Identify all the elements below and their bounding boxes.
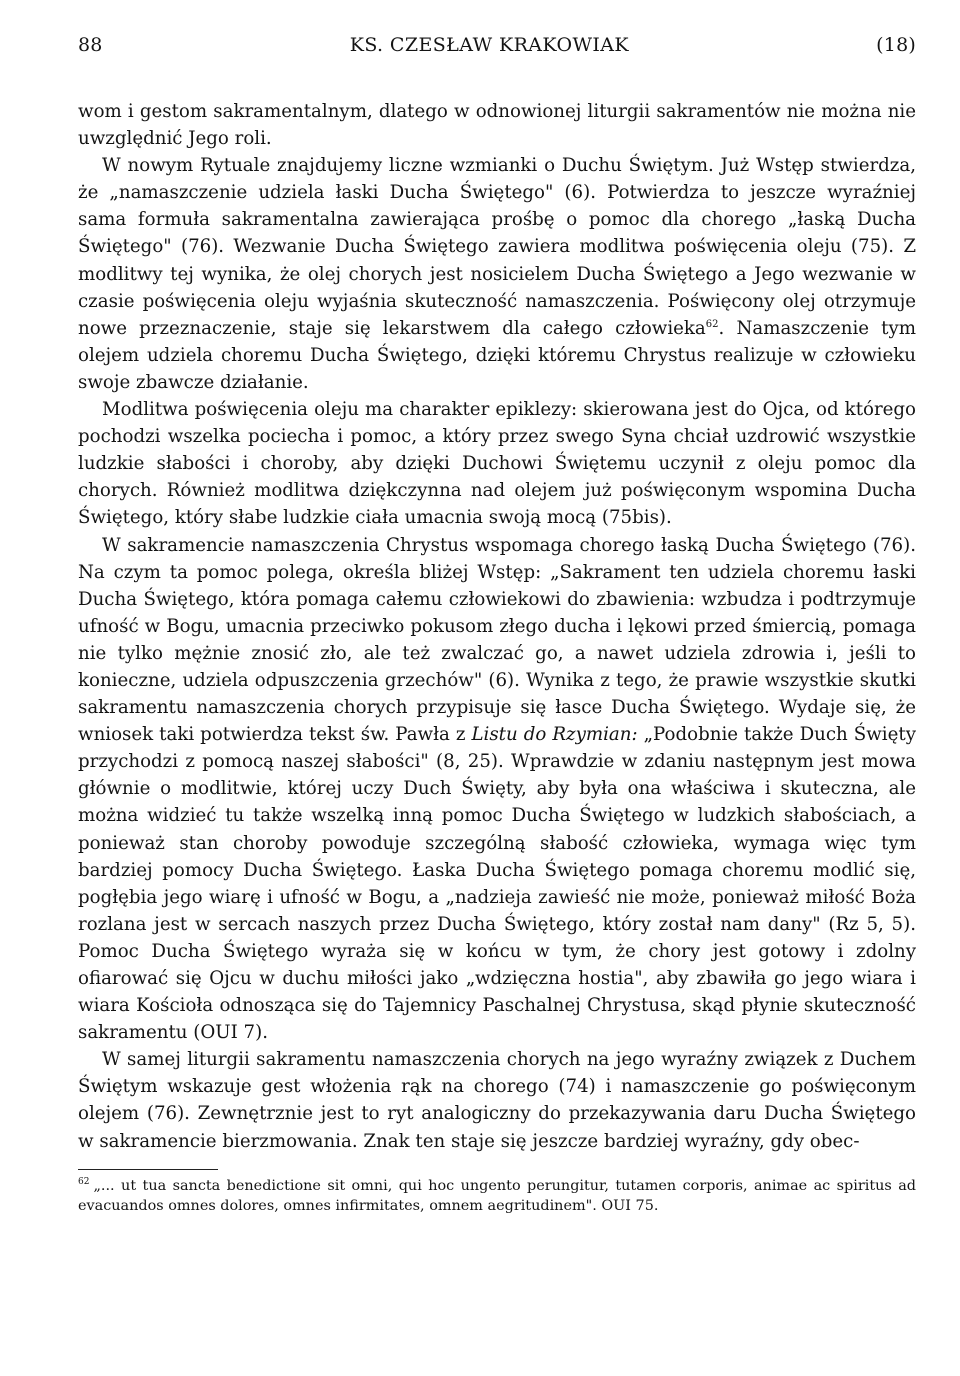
body-text [78,98,916,1155]
text-run: Modlitwa poświęcenia oleju ma charakter epiklezy: skierowana jest do Ojca, od którego pochodzi wszelka pociecha i pomoc, a który przez swego Syna chciał uzdrowić wszystkie ludzkie słabości i choroby, aby dzięki Duchowi Świętemu uczynił z oleju pomoc dla chorych. Również modlitwa dziękczynna nad olejem już poświęconym wspomina Ducha Świętego, który słabe ludzkie ciała umacnia swoją mocą (75bis). [78,399,916,529]
footnote-mark: 62 [78,1176,90,1187]
text-run: . Namaszczenie tym olejem udziela choremu Ducha Świętego, dzięki któremu Chrystus realizuje w człowieku swoje zbawcze działanie. [78,317,916,393]
footnote-text: „... ut tua sancta benedictione sit omni, qui hoc ungento perungitur, tutamen corporis, animae ac spiritus ad evacuandos omnes dolores, omnes infirmitates, omnem aegritudinem". OUI 75. [78,1177,916,1214]
footnote-reference: 62 [705,318,719,330]
footnote-separator [78,1169,218,1170]
section-number: (18) [876,34,916,56]
text-run: wom i gestom sakramentalnym, dlatego w odnowionej liturgii sakramentów nie można nie uwzględnić Jego roli. [78,101,916,150]
footnote [78,1176,916,1216]
text-run: W nowym Rytuale znajdujemy liczne wzmianki o Duchu Świętym. Już Wstęp stwierdza, że „namaszczenie udziela łaski Ducha Świętego" (6). Potwierdza to jeszcze wyraźniej sama formuła sakramentalna zawierająca prośbę o pomoc dla chorego „łaską Ducha Świętego" (76). Wezwanie Ducha Świętego zawiera modlitwa poświęcenia oleju (75). Z modlitwy tej wynika, że olej chorych jest nosicielem Ducha Świętego a Jego wezwanie w czasie poświęcenia oleju wyjaśnia skuteczność namaszczenia. Poświęcony olej otrzymuje nowe przeznaczenie, staje się lekarstwem dla całego człowieka [78,155,916,339]
paragraph [78,396,916,531]
page-number: 88 [78,34,103,56]
footnotes [78,1176,916,1216]
text-run: W sakramencie namaszczenia Chrystus wspomaga chorego łaską Ducha Świętego (76). Na czym ta pomoc polega, określa bliżej Wstęp: „Sakrament ten udziela choremu łaski Ducha Świętego, która pomaga całemu człowiekowi do zbawienia: wzbudza i podtrzymuje ufność w Bogu, umacnia przeciwko pokusom złego ducha i lękowi przed śmiercią, pomaga nie tylko mężnie znosić zło, ale też zwalczać go, a nawet udziela zdrowia i, jeśli to konieczne, udziela odpuszczenia grzechów" (6). Wynika z tego, że prawie wszystkie skutki sakramentu namaszczenia chorych przypisuje się łasce Ducha Świętego. Wydaje się, że wniosek taki potwierdza tekst św. Pawła z [78,534,916,746]
paragraph [78,532,916,1047]
text-run: „Podobnie także Duch Święty przychodzi z pomocą naszej słabości" (8, 25). Wprawdzie w zdaniu następnym jest mowa głównie o modlitwie, której uczy Duch Święty, aby była ona właściwa i skuteczna, ale można widzieć tu także wszelką inną pomoc Ducha Świętego w ludzkich słabościach, a ponieważ stan choroby powoduje szczególną słabość człowieka, wymaga więc tym bardziej pomocy Ducha Świętego. Łaska Ducha Świętego pomaga choremu modlić się, pogłębia jego wiarę i ufność w Bogu, a „nadzieja zawieść nie może, ponieważ miłość Boża rozlana jest w sercach naszych przez Ducha Świętego, który został nam dany" (Rz 5, 5). Pomoc Ducha Świętego wyraża się w końcu w tym, że chory jest gotowy i zdolny ofiarować się Ojcu w duchu miłości jako „wdzięczna hostia", aby zbawiła go jego wiara i wiara Kościoła odnosząca się do Tajemnicy Paschalnej Chrystusa, skąd płynie skuteczność sakramentu (OUI 7). [78,724,916,1044]
running-title: KS. CZESŁAW KRAKOWIAK [349,34,630,56]
paragraph [78,98,916,152]
running-header [78,34,916,56]
italic-text: Listu do Rzymian: [471,724,638,746]
paragraph [78,152,916,396]
text-run: W samej liturgii sakramentu namaszczenia chorych na jego wyraźny związek z Duchem Świętym wskazuje gest włożenia rąk na chorego (74) i namaszczenie go poświęconym olejem (76). Zewnętrznie jest to ryt analogiczny do przekazywania daru Ducha Świętego w sakramencie bierzmowania. Znak ten staje się jeszcze bardziej wyraźny, gdy obec- [78,1049,916,1152]
paragraph [78,1046,916,1154]
